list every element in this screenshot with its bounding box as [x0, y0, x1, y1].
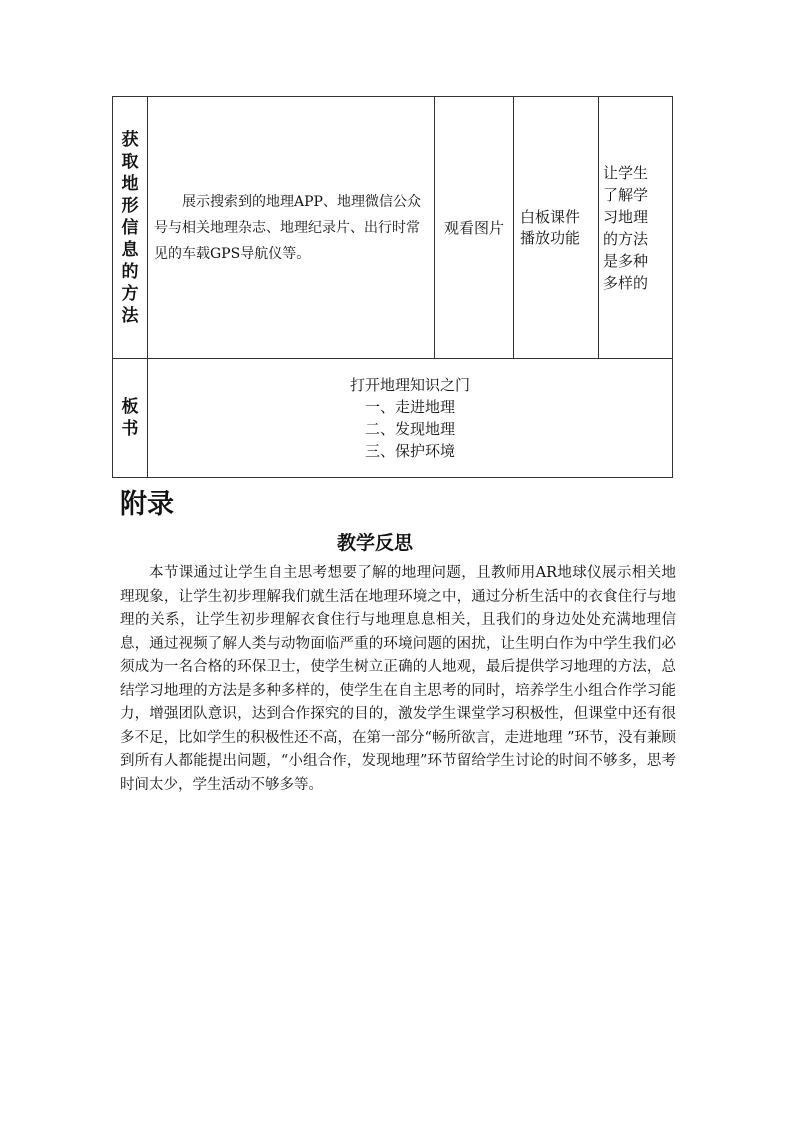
stage-label: 获 取 地 形 信 息 的 方 法 [121, 129, 139, 326]
teacher-activity-text: 展示搜索到的地理APP、地理微信公众号与相关地理杂志、地理纪录片、出行时常见的车载GPS导航仪等。 [154, 193, 421, 262]
lesson-plan-table [112, 96, 673, 478]
design-intent-cell: 让学生 了解学 习地理 的方法 是多种 多样的 [599, 97, 673, 359]
teacher-activity-cell [148, 97, 435, 359]
board-line: 打开地理知识之门 [349, 376, 470, 394]
student-activity-cell [435, 97, 514, 359]
table-row [113, 359, 673, 478]
board-label: 板 书 [121, 397, 139, 439]
stage-label-cell [113, 97, 148, 359]
board-line: 一、走进地理 [364, 398, 455, 416]
reflection-body: 本节课通过让学生自主思考想要了解的地理问题，且教师用AR地球仪展示相关地理现象，让学生初步理解我们就生活在地理环境之中，通过分析生活中的衣食住行与地理的关系，让学生初步理解衣食住行与地理息息相关，且我们的身边处处充满地理信息，通过视频了解人类与动物面临严重的环境问题的困扰，让生明白作为中学生我们必须成为一名合格的环保卫士，使学生树立正确的人地观，最后提供学习地理的方法，总结学习地理的方法是多种多样的，使学生在自主思考的同时，培养学生小组合作学习能力，增强团队意识，达到合作探究的目的，激发学生课堂学习积极性，但课堂中还有很多不足，比如学生的积极性还不高，在第一部分“畅所欲言，走进地理 ”环节，没有兼顾到所有人都能提出问题，“小组合作，发现地理”环节留给学生讨论的时间不够多，思考时间太少，学生活动不够多等。 [120, 565, 676, 793]
board-label-cell [113, 359, 148, 478]
reflection-title: 教学反思 [336, 532, 413, 554]
student-activity-text: 观看图片 [443, 219, 504, 237]
appendix-heading: 附录 [120, 489, 174, 520]
media-cell [514, 97, 599, 359]
board-line: 三、保护环境 [364, 442, 455, 460]
blackboard-cell [148, 359, 673, 478]
board-line: 二、发现地理 [364, 420, 455, 438]
table-row [113, 97, 673, 359]
media-text: 白板课件播放功能 [520, 207, 581, 247]
